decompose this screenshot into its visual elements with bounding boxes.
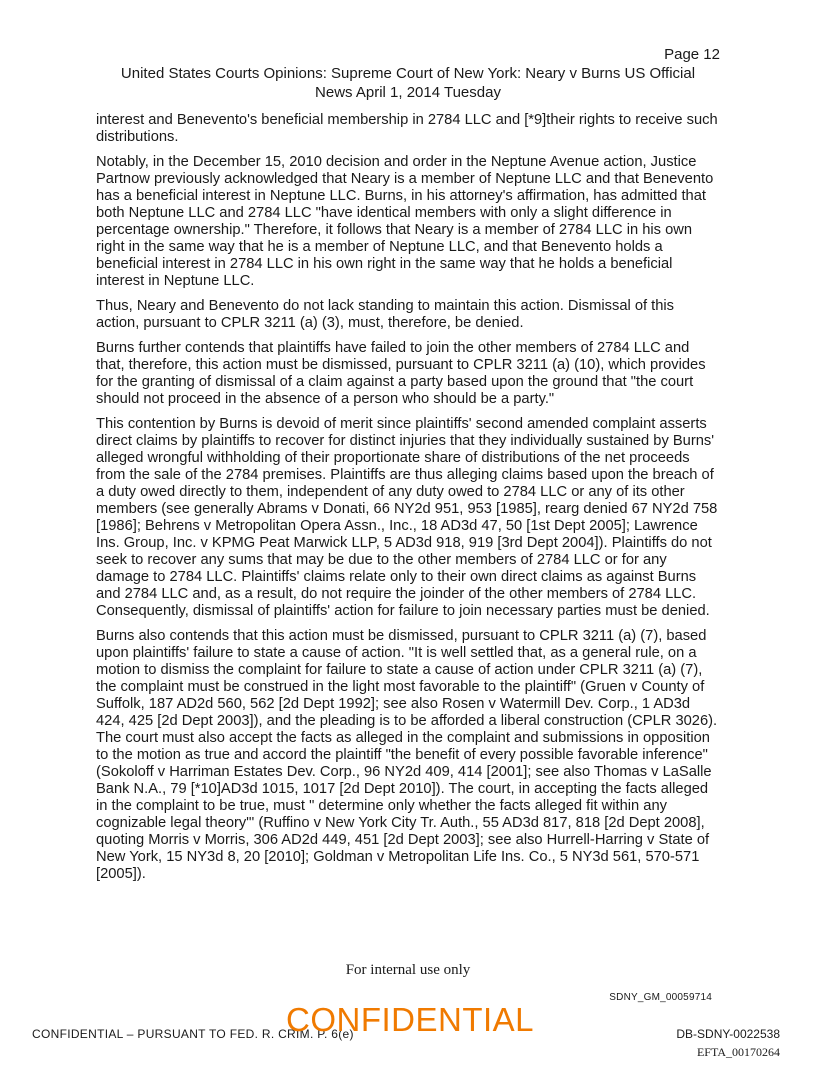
document-id: SDNY_GM_00059714 [609,992,712,1003]
bates-number: DB-SDNY-0022538 [676,1027,780,1041]
paragraph: This contention by Burns is devoid of merit since plaintiffs' second amended complaint asserts direct claims by plaintiffs to recover for distinct injuries that they individually sustained by Burns' alleged wrongful withholding of their proportionate share of distributions of the net proceeds from the sale of the 2784 premises. Plaintiffs are thus alleging claims based upon the breach of a duty owed directly to them, independent of any duty owed to 2784 LLC or any of its other members (see generally Abrams v Donati, 66 NY2d 951, 953 [1985], rearg denied 67 NY2d 758 [1986]; Behrens v Metropolitan Opera Assn., Inc., 18 AD3d 47, 50 [1st Dept 2005]; Lawrence Ins. Group, Inc. v KPMG Peat Marwick LLP, 5 AD3d 918, 919 [3rd Dept 2004]). Plaintiffs do not seek to recover any sums that may be due to the other members of 2784 LLC or for any damage to 2784 LLC. Plaintiffs' claims relate only to their own direct claims as against Burns and 2784 LLC and, as a result, do not require the joinder of the other members of 2784 LLC. Consequently, dismissal of plaintiffs' action for failure to join necessary parties must be denied. [96,416,718,619]
internal-use-note: For internal use only [345,962,471,978]
header-line-1: United States Courts Opinions: Supreme Court of New York: Neary v Burns US Official [120,65,696,82]
confidential-watermark: CONFIDENTIAL [286,1001,535,1038]
opinion-body [96,112,720,891]
efta-number: EFTA_00170264 [696,1045,780,1059]
paragraph: interest and Benevento's beneficial membership in 2784 LLC and [*9]their rights to receive such distributions. [96,112,718,145]
header-line-2: News April 1, 2014 Tuesday [315,84,501,101]
page-number: Page 12 [664,46,720,63]
paragraph: Burns further contends that plaintiffs have failed to join the other members of 2784 LLC and that, therefore, this action must be dismissed, pursuant to CPLR 3211 (a) (10), which provides for the granting of dismissal of a claim against a party based upon the ground that "the court should not proceed in the absence of a person who should be a party." [96,340,706,407]
paragraph: Burns also contends that this action must be dismissed, pursuant to CPLR 3211 (a) (7), based upon plaintiffs' failure to state a cause of action. "It is well settled that, as a general rule, on a motion to dismiss the complaint for failure to state a cause of action under CPLR 3211 (a) (7), the complaint must be construed in the light most favorable to the plaintiff" (Gruen v County of Suffolk, 187 AD2d 560, 562 [2d Dept 1992]; see also Rosen v Watermill Dev. Corp., 1 AD3d 424, 425 [2d Dept 2003]), and the pleading is to be afforded a liberal construction (CPLR 3026). The court must also accept the facts as alleged in the complaint and submissions in opposition to the motion as true and accord the plaintiff "the benefit of every possible favorable inference" (Sokoloff v Harriman Estates Dev. Corp., 96 NY2d 409, 414 [2001]; see also Thomas v LaSalle Bank N.A., 79 [*10]AD3d 1015, 1017 [2d Dept 2010]). The court, in accepting the facts alleged in the complaint to be true, must " determine only whether the facts alleged fit within any cognizable legal theory"' (Ruffino v New York City Tr. Auth., 55 AD3d 817, 818 [2d Dept 2008], quoting Morris v Morris, 306 AD2d 449, 451 [2d Dept 2003]; see also Hurrell-Harring v State of New York, 15 NY3d 8, 20 [2010]; Goldman v Metropolitan Life Ins. Co., 5 NY3d 561, 570-571 [2005]). [96,628,718,882]
paragraph: Thus, Neary and Benevento do not lack standing to maintain this action. Dismissal of this action, pursuant to CPLR 3211 (a) (3), must, therefore, be denied. [96,298,675,331]
paragraph: Notably, in the December 15, 2010 decision and order in the Neptune Avenue action, Justice Partnow previously acknowledged that Neary is a member of Neptune LLC and that Benevento has a beneficial interest in Neptune LLC. Burns, in his attorney's affirmation, has admitted that both Neptune LLC and 2784 LLC "have identical members with only a slight difference in percentage ownership." Therefore, it follows that Neary is a member of 2784 LLC in his own right in the same way that he is a member of Neptune LLC, and that Benevento holds a beneficial interest in 2784 LLC in his own right in the same way that he holds a beneficial interest in Neptune LLC. [96,154,714,289]
confidential-notice: CONFIDENTIAL – PURSUANT TO FED. R. CRIM. P. 6(e) [32,1027,354,1041]
page-header [96,64,720,102]
